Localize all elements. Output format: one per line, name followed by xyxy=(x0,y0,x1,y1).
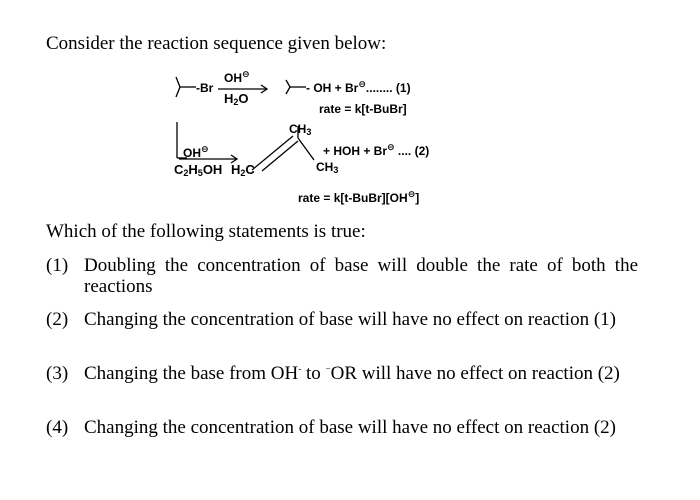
option-number: (3) xyxy=(46,363,69,384)
r2-reagent-bottom: $C_2H_5OH$ xyxy=(174,162,223,178)
r1-reagent-bottom: $H_2O$ xyxy=(224,91,249,107)
r2-reagent-top: OH⊖ xyxy=(183,144,209,160)
r1-reagent-top: OH⊖ xyxy=(224,69,250,85)
option-3[interactable] xyxy=(46,363,638,384)
r2-product: + HOH + Br⊖ .... (2) xyxy=(323,142,430,158)
option-text: Changing the concentration of base will have no effect on reaction (2) xyxy=(84,417,616,438)
option-text: Doubling the concentration of base will double the rate of both the reactions xyxy=(84,255,638,297)
option-text: Changing the concentration of base will have no effect on reaction (1) xyxy=(84,309,616,330)
option-text: Changing the base from OH- to −OR will have no effect on reaction (2) xyxy=(84,363,620,384)
r1-substituent: -Br xyxy=(196,81,214,95)
r2-ch3-bottom: $CH_3$ xyxy=(316,160,339,175)
r2-h2c: $H_2C$ xyxy=(231,162,255,178)
option-4[interactable] xyxy=(46,417,638,438)
option-number: (1) xyxy=(46,255,69,276)
option-number: (4) xyxy=(46,417,69,438)
option-2[interactable] xyxy=(46,309,638,330)
option-number: (2) xyxy=(46,309,69,330)
question-text: Which of the following statements is true: xyxy=(46,221,366,242)
r2-ch3-top: $CH_3$ xyxy=(289,122,312,137)
r1-rate: rate = k[t-BuBr] xyxy=(319,102,407,116)
option-1[interactable] xyxy=(46,255,638,297)
r1-product: - OH + Br⊖........ (1) xyxy=(306,79,411,95)
intro-text: Consider the reaction sequence given below: xyxy=(46,33,387,54)
r2-rate: rate = k[t-BuBr][OH⊖] xyxy=(298,189,420,205)
